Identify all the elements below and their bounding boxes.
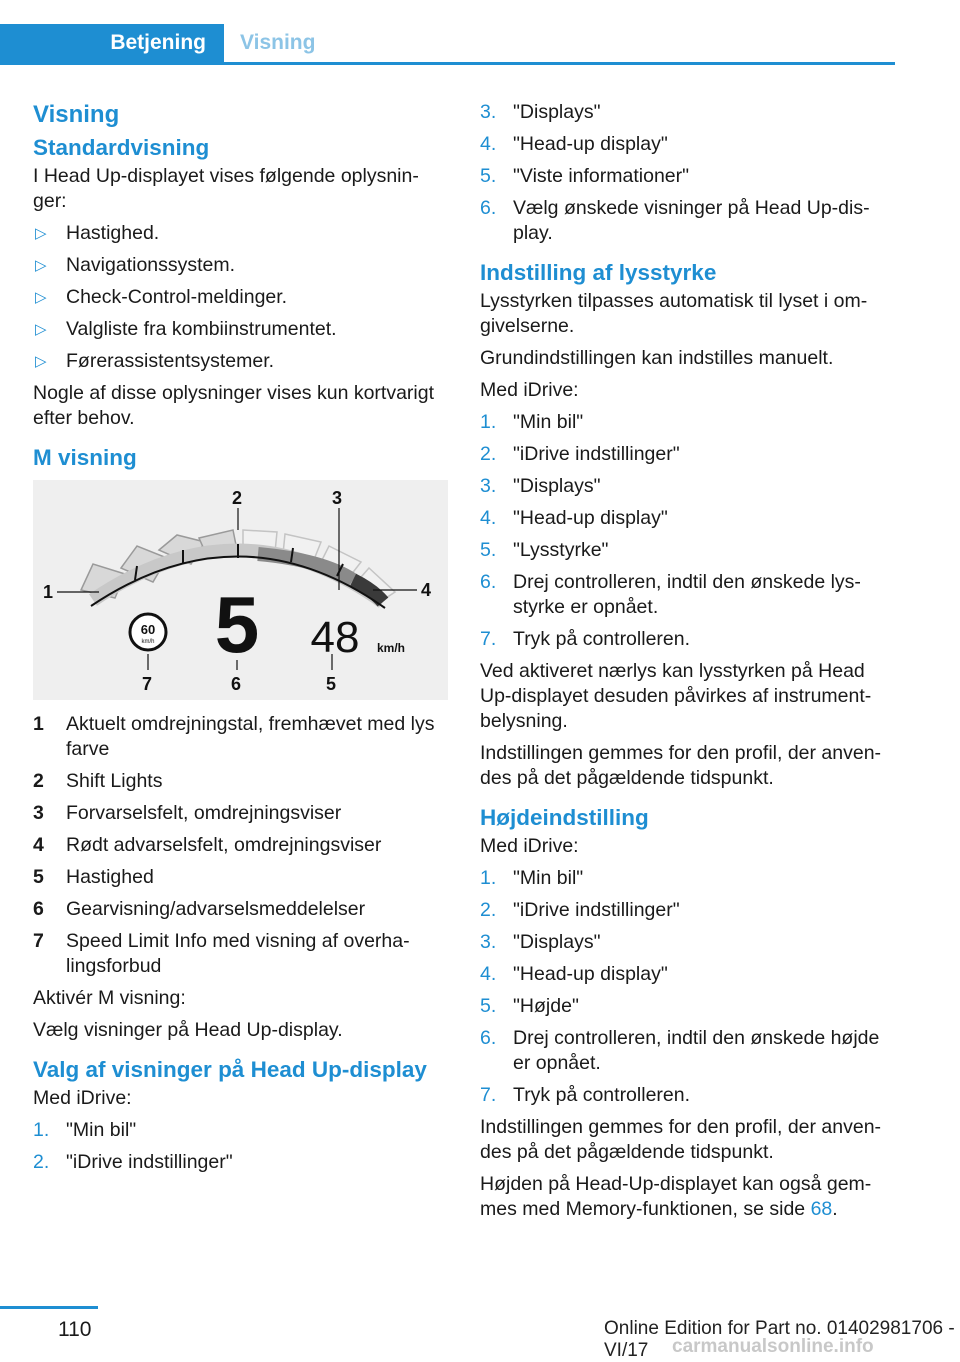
item-number: 5. bbox=[480, 165, 497, 187]
height-p1: Indstillingen gemmes for den profil, der anven-des på det pågældende tidspunkt. bbox=[480, 1116, 882, 1163]
brightness-steps bbox=[480, 410, 895, 652]
callout-5: 5 bbox=[326, 674, 337, 694]
item-number: 6 bbox=[33, 898, 44, 920]
list-item bbox=[33, 221, 448, 246]
list-item bbox=[33, 317, 448, 342]
watermark: carmanualsonline.info bbox=[672, 1336, 874, 1357]
list-item bbox=[33, 897, 448, 922]
callout-2: 2 bbox=[232, 488, 243, 508]
list-item bbox=[33, 865, 448, 890]
item-number: 1. bbox=[480, 411, 497, 433]
heading-height: Højdeindstilling bbox=[480, 805, 649, 830]
item-text: Drej controlleren, indtil den ønskede højde er opnået. bbox=[513, 1027, 880, 1074]
list-item bbox=[480, 442, 895, 467]
item-number: 3. bbox=[480, 931, 497, 953]
list-item bbox=[480, 994, 895, 1019]
item-text: "Displays" bbox=[513, 931, 601, 953]
list-item bbox=[33, 285, 448, 310]
item-text: Vælg ønskede visninger på Head Up-dis-play. bbox=[513, 197, 870, 244]
item-text: "iDrive indstillinger" bbox=[513, 443, 680, 465]
item-text: Speed Limit Info med visning af overha-lingsforbud bbox=[66, 930, 410, 977]
list-item bbox=[480, 506, 895, 531]
item-text: "iDrive indstillinger" bbox=[513, 899, 680, 921]
list-item bbox=[480, 538, 895, 563]
list-item bbox=[33, 253, 448, 278]
limit-unit: km/h bbox=[141, 639, 155, 645]
subsection-label: Visning bbox=[240, 31, 316, 54]
figure-legend bbox=[33, 712, 448, 979]
item-text: "Head-up display" bbox=[513, 963, 668, 985]
item-text: "iDrive indstillinger" bbox=[66, 1151, 233, 1173]
hud-figure bbox=[33, 480, 448, 700]
item-text: "Min bil" bbox=[66, 1119, 137, 1141]
brightness-p3: Ved aktiveret nærlys kan lysstyrken på Head Up-displayet desuden påvirkes af instrument-belysning. bbox=[480, 660, 872, 732]
list-item bbox=[480, 930, 895, 955]
item-number: 1 bbox=[33, 713, 44, 735]
list-item bbox=[480, 164, 895, 189]
triangle-bullet-icon: ▷ bbox=[35, 289, 47, 306]
brightness-with: Med iDrive: bbox=[480, 379, 579, 401]
selection-with: Med iDrive: bbox=[33, 1087, 132, 1109]
item-text: "Min bil" bbox=[513, 867, 584, 889]
item-number: 2. bbox=[33, 1151, 50, 1173]
limit-value: 60 bbox=[140, 622, 156, 637]
heading-standard: Standardvisning bbox=[33, 135, 210, 160]
list-item-text: Hastighed. bbox=[66, 222, 160, 244]
item-text: "Head-up display" bbox=[513, 133, 668, 155]
speed-unit: km/h bbox=[377, 641, 406, 655]
item-number: 6. bbox=[480, 197, 497, 219]
left-column bbox=[33, 100, 448, 1182]
list-item-text: Valgliste fra kombiinstrumentet. bbox=[66, 318, 337, 340]
heading-brightness: Indstilling af lysstyrke bbox=[480, 260, 717, 285]
item-number: 6. bbox=[480, 571, 497, 593]
item-text: Hastighed bbox=[66, 866, 154, 888]
list-item bbox=[480, 866, 895, 891]
activate-step: Vælg visninger på Head Up-display. bbox=[33, 1019, 343, 1041]
gear-value: 5 bbox=[214, 580, 260, 669]
list-item bbox=[33, 712, 448, 762]
item-number: 5. bbox=[480, 539, 497, 561]
item-text: Tryk på controlleren. bbox=[513, 1084, 691, 1106]
footer-rule bbox=[0, 1306, 98, 1309]
callout-4: 4 bbox=[421, 580, 432, 600]
edition-text: Online Edition for Part no. 01402981706 - VI/17 bbox=[604, 1318, 955, 1361]
item-number: 3. bbox=[480, 101, 497, 123]
list-item-text: Check-Control-meldinger. bbox=[66, 286, 288, 308]
page-link[interactable]: 68 bbox=[810, 1198, 833, 1220]
list-item bbox=[33, 1118, 448, 1143]
list-item bbox=[33, 349, 448, 374]
item-number: 6. bbox=[480, 1027, 497, 1049]
item-number: 3 bbox=[33, 802, 44, 824]
heading-selection: Valg af visninger på Head Up-display bbox=[33, 1057, 427, 1082]
standard-note: Nogle af disse oplysninger vises kun kortvarigt efter behov. bbox=[33, 382, 435, 429]
item-number: 1. bbox=[480, 867, 497, 889]
item-number: 7 bbox=[33, 930, 44, 952]
item-text: "Displays" bbox=[513, 101, 601, 123]
list-item bbox=[480, 627, 895, 652]
item-number: 5. bbox=[480, 995, 497, 1017]
item-number: 7. bbox=[480, 1084, 497, 1106]
triangle-bullet-icon: ▷ bbox=[35, 321, 47, 338]
list-item bbox=[480, 132, 895, 157]
item-text: Rødt advarselsfelt, omdrejningsviser bbox=[66, 834, 382, 856]
item-text: "Højde" bbox=[513, 995, 579, 1017]
list-item-text: Navigationssystem. bbox=[66, 254, 236, 276]
item-number: 4. bbox=[480, 507, 497, 529]
triangle-bullet-icon: ▷ bbox=[35, 257, 47, 274]
triangle-bullet-icon: ▷ bbox=[35, 225, 47, 242]
item-text: Forvarselsfelt, omdrejningsviser bbox=[66, 802, 342, 824]
page-number: 110 bbox=[58, 1318, 92, 1341]
tab-section[interactable] bbox=[0, 24, 224, 62]
list-item bbox=[33, 769, 448, 794]
item-text: Drej controlleren, indtil den ønskede lys-styrke er opnået. bbox=[513, 571, 861, 618]
item-text: Shift Lights bbox=[66, 770, 163, 792]
list-item bbox=[480, 196, 895, 246]
standard-intro: I Head Up-displayet vises følgende oplysnin-ger: bbox=[33, 165, 419, 212]
list-item bbox=[480, 1026, 895, 1076]
selection-steps-cont bbox=[480, 100, 895, 246]
list-item bbox=[480, 410, 895, 435]
item-number: 1. bbox=[33, 1119, 50, 1141]
item-text: "Min bil" bbox=[513, 411, 584, 433]
callout-6: 6 bbox=[231, 674, 242, 694]
triangle-bullet-icon: ▷ bbox=[35, 353, 47, 370]
item-number: 2. bbox=[480, 899, 497, 921]
brightness-p2: Grundindstillingen kan indstilles manuelt. bbox=[480, 347, 834, 369]
standard-list bbox=[33, 221, 448, 374]
item-text: Gearvisning/advarselsmeddelelser bbox=[66, 898, 366, 920]
section-label: Betjening bbox=[110, 31, 206, 54]
item-number: 4. bbox=[480, 963, 497, 985]
activate-text: Aktivér M visning: bbox=[33, 987, 186, 1009]
brightness-p1: Lysstyrken tilpasses automatisk til lyset i om-givelserne. bbox=[480, 290, 868, 337]
right-column bbox=[480, 100, 895, 1229]
item-number: 4 bbox=[33, 834, 44, 856]
item-text: Tryk på controlleren. bbox=[513, 628, 691, 650]
item-text: "Head-up display" bbox=[513, 507, 668, 529]
item-number: 2. bbox=[480, 443, 497, 465]
speed-value: 48 bbox=[310, 613, 360, 662]
list-item bbox=[33, 801, 448, 826]
list-item-text: Førerassistentsystemer. bbox=[66, 350, 275, 372]
height-steps bbox=[480, 866, 895, 1108]
item-number: 4. bbox=[480, 133, 497, 155]
list-item bbox=[33, 929, 448, 979]
item-number: 3. bbox=[480, 475, 497, 497]
tab-subsection[interactable] bbox=[240, 24, 315, 62]
callout-1: 1 bbox=[43, 582, 54, 602]
item-number: 5 bbox=[33, 866, 44, 888]
height-with: Med iDrive: bbox=[480, 835, 579, 857]
heading-m-view: M visning bbox=[33, 445, 137, 470]
list-item bbox=[480, 962, 895, 987]
list-item bbox=[480, 100, 895, 125]
item-text: "Lysstyrke" bbox=[513, 539, 609, 561]
height-p2-text: Højden på Head-Up-displayet kan også gem-mes med Memory-funktionen, se side bbox=[480, 1173, 872, 1220]
list-item bbox=[480, 898, 895, 923]
item-number: 2 bbox=[33, 770, 44, 792]
selection-steps bbox=[33, 1118, 448, 1175]
list-item bbox=[480, 1083, 895, 1108]
list-item bbox=[480, 570, 895, 620]
page-title: Visning bbox=[33, 101, 120, 128]
list-item bbox=[33, 1150, 448, 1175]
height-p2-suffix: . bbox=[832, 1198, 838, 1220]
height-p2 bbox=[480, 1172, 895, 1222]
item-text: "Viste informationer" bbox=[513, 165, 690, 187]
item-text: "Displays" bbox=[513, 475, 601, 497]
callout-7: 7 bbox=[142, 674, 153, 694]
list-item bbox=[33, 833, 448, 858]
brightness-p4: Indstillingen gemmes for den profil, der anven-des på det pågældende tidspunkt. bbox=[480, 742, 882, 789]
item-text: Aktuelt omdrejningstal, fremhævet med lys farve bbox=[66, 713, 435, 760]
item-number: 7. bbox=[480, 628, 497, 650]
callout-3: 3 bbox=[332, 488, 343, 508]
list-item bbox=[480, 474, 895, 499]
